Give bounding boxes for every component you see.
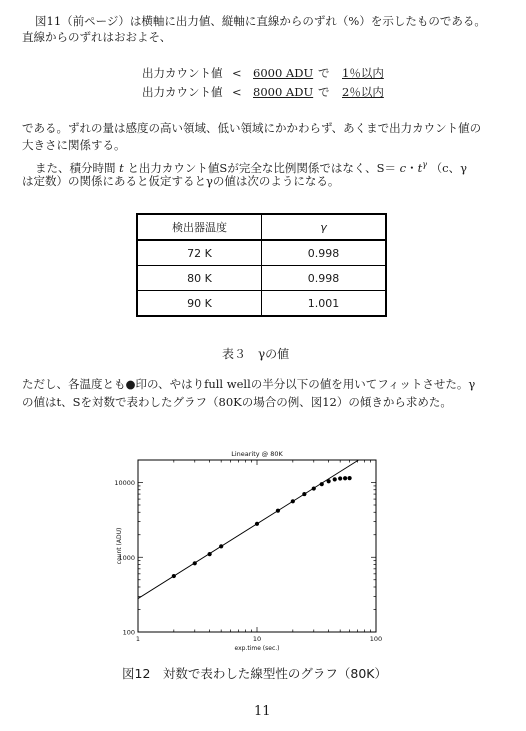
condition-label: 出力カウント値 bbox=[142, 85, 223, 99]
condition-threshold: 6000 ADU bbox=[253, 66, 314, 80]
condition-deviation: 1％以内 bbox=[342, 66, 384, 80]
text-segment: （c、γ bbox=[430, 160, 467, 175]
x-tick-label: 10 bbox=[252, 635, 262, 643]
y-axis-label: count (ADU) bbox=[116, 527, 123, 565]
y-tick-label: 1000 bbox=[118, 553, 135, 562]
data-point bbox=[255, 522, 259, 526]
x-axis-label: exp.time (sec.) bbox=[234, 645, 280, 652]
data-point bbox=[193, 561, 197, 565]
multiply-dot: ・ bbox=[406, 160, 418, 175]
table-cell: 0.998 bbox=[262, 240, 387, 266]
x-tick-label: 1 bbox=[135, 635, 141, 643]
y-tick-label: 100 bbox=[122, 628, 135, 637]
plot-frame bbox=[138, 460, 376, 632]
condition-label: 出力カウント値 bbox=[142, 66, 223, 80]
data-point bbox=[320, 482, 324, 486]
table-header-cell: 検出器温度 bbox=[137, 214, 262, 240]
paragraph-3-line-1 bbox=[35, 157, 467, 176]
table-cell: 72 K bbox=[137, 240, 262, 266]
table-cell: 80 K bbox=[137, 266, 262, 291]
paragraph-1-line-2: 直線からのずれはおおよそ、 bbox=[22, 30, 172, 44]
data-point bbox=[348, 476, 352, 480]
table-cell: 90 K bbox=[137, 291, 262, 317]
paragraph-4-line-1: ただし、各温度とも●印の、やはりfull wellの半分以下の値を用いてフィットさせた。γ bbox=[22, 377, 476, 391]
table-header-row bbox=[137, 214, 386, 240]
data-point bbox=[172, 574, 176, 578]
paragraph-4-line-2: の値はt、Sを対数で表わしたグラフ（80Kの場合の例、図12）の傾きから求めた。 bbox=[22, 395, 452, 409]
condition-threshold: 8000 ADU bbox=[253, 85, 314, 99]
data-point bbox=[208, 552, 212, 556]
text-segment: また、積分時間 bbox=[35, 160, 116, 175]
linearity-chart bbox=[110, 445, 405, 655]
y-tick-label: 10000 bbox=[114, 479, 135, 488]
paragraph-2-line-1: である。ずれの量は感度の高い領域、低い領域にかかわらず、あくまで出力カウント値の bbox=[22, 121, 482, 135]
condition-operator: < bbox=[232, 85, 242, 99]
variable-t: t bbox=[417, 160, 423, 175]
variable-c: c bbox=[399, 160, 407, 175]
fit-line bbox=[138, 456, 364, 598]
figure-caption: 図12 対数で表わした線型性のグラフ（80K） bbox=[122, 666, 388, 681]
table-row bbox=[137, 291, 386, 317]
table-cell: 1.001 bbox=[262, 291, 387, 317]
data-point bbox=[327, 479, 331, 483]
data-point bbox=[333, 477, 337, 481]
table-cell: 0.998 bbox=[262, 266, 387, 291]
data-point bbox=[291, 499, 295, 503]
data-point bbox=[276, 509, 280, 513]
data-point bbox=[338, 476, 342, 480]
condition-particle: で bbox=[318, 66, 330, 80]
condition-operator: < bbox=[232, 66, 242, 80]
text-segment: と出力カウント値Sが完全な比例関係ではなく、S＝ bbox=[127, 160, 396, 175]
data-point bbox=[219, 544, 223, 548]
table-row bbox=[137, 266, 386, 291]
chart-title: Linearity @ 80K bbox=[231, 450, 283, 458]
table-row bbox=[137, 240, 386, 266]
condition-deviation: 2％以内 bbox=[342, 85, 384, 99]
x-tick-label: 100 bbox=[369, 635, 383, 643]
gamma-table bbox=[136, 213, 387, 317]
paragraph-1-line-1: 図11（前ページ）は横軸に出力値、縦軸に直線からのずれ（%）を示したものである。 bbox=[35, 14, 486, 28]
data-point bbox=[302, 492, 306, 496]
condition-particle: で bbox=[318, 85, 330, 99]
variable-t: t bbox=[119, 160, 124, 175]
paragraph-2-line-2: 大きさに関係する。 bbox=[22, 138, 126, 152]
data-point bbox=[343, 476, 347, 480]
paragraph-3-line-2: は定数）の関係にあると仮定するとγの値は次のようになる。 bbox=[22, 174, 340, 188]
table-caption: 表３ γの値 bbox=[222, 347, 290, 361]
table-header-cell: γ bbox=[262, 214, 387, 240]
page-number: 11 bbox=[254, 704, 271, 719]
data-point bbox=[312, 486, 316, 490]
exponent-gamma: γ bbox=[422, 160, 427, 169]
